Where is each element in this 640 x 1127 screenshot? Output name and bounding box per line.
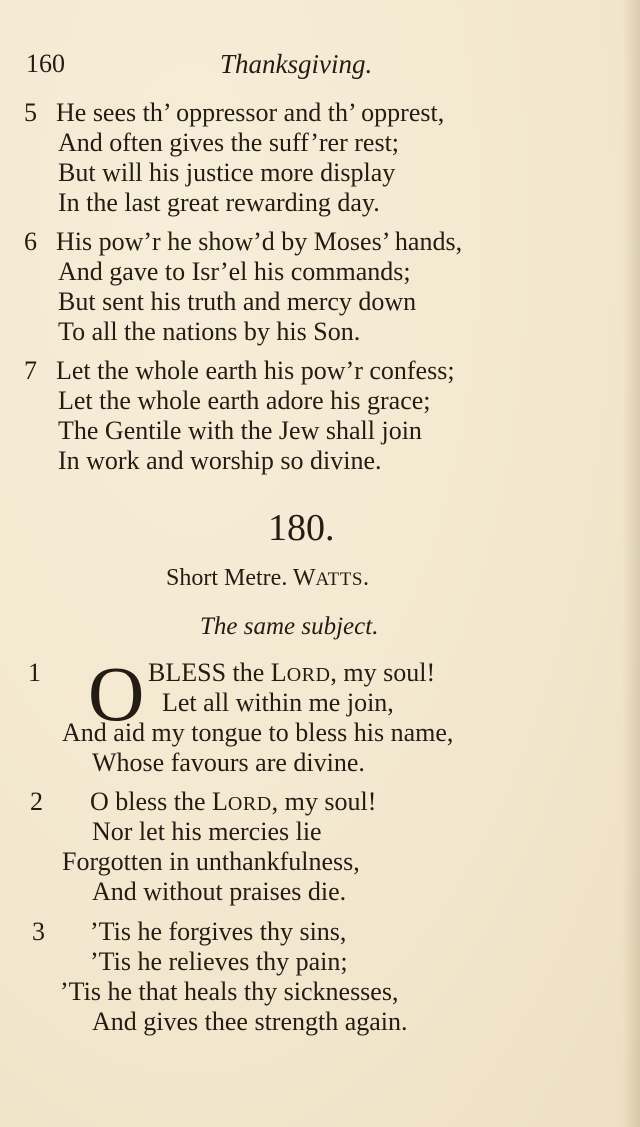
verse-line: And without praises die.: [92, 877, 347, 906]
verse-line: The Gentile with the Jew shall join: [58, 416, 422, 445]
verse-line: In the last great rewarding day.: [58, 188, 380, 217]
verse-line: But sent his truth and mercy down: [58, 287, 417, 316]
verse-line: BLESS the LORD, my soul!: [148, 658, 436, 687]
verse-line: But will his justice more display: [58, 158, 396, 187]
verse-number: 1: [28, 658, 41, 687]
verse-number: 7: [24, 356, 37, 385]
hymn-meter: Short Metre.: [166, 565, 288, 591]
verse-line: And gives thee strength again.: [92, 1007, 408, 1036]
verse-number: 5: [24, 98, 37, 127]
hymn-meter-author: [166, 562, 369, 596]
verse-line: And gave to Isr’el his commands;: [58, 257, 411, 286]
verse-number: 2: [30, 787, 43, 816]
verse-line: Whose favours are divine.: [92, 748, 365, 777]
verse-line: He sees th’ oppressor and th’ opprest,: [56, 98, 445, 127]
verse-line: O bless the LORD, my soul!: [90, 787, 377, 816]
verse-line: Let the whole earth adore his grace;: [58, 386, 431, 415]
hymn-subject: The same subject.: [200, 613, 379, 640]
verse-line: ’Tis he that heals thy sicknesses,: [60, 977, 399, 1006]
verse-line: His pow’r he show’d by Moses’ hands,: [56, 227, 463, 256]
drop-capital: O: [88, 650, 145, 737]
verse-number: 3: [32, 917, 45, 946]
running-title: Thanksgiving.: [220, 49, 373, 79]
page-number: 160: [26, 49, 65, 78]
verse-line: And aid my tongue to bless his name,: [62, 718, 454, 747]
verse-line: Let all within me join,: [162, 688, 394, 717]
verse-line: Nor let his mercies lie: [92, 817, 322, 846]
verse-line: ’Tis he relieves thy pain;: [90, 947, 348, 976]
verse-line: Forgotten in unthankfulness,: [62, 847, 360, 876]
verse-line: And often gives the suff’rer rest;: [58, 128, 400, 157]
page-edge-shadow: [622, 0, 640, 1127]
verse-line: Let the whole earth his pow’r confess;: [56, 356, 455, 385]
hymn-number: 180.: [268, 507, 335, 549]
verse-number: 6: [24, 227, 37, 256]
verse-line: ’Tis he forgives thy sins,: [90, 917, 347, 946]
verse-line: In work and worship so divine.: [58, 446, 382, 475]
hymn-author: WATTS.: [292, 565, 369, 591]
verse-line: To all the nations by his Son.: [58, 317, 361, 346]
